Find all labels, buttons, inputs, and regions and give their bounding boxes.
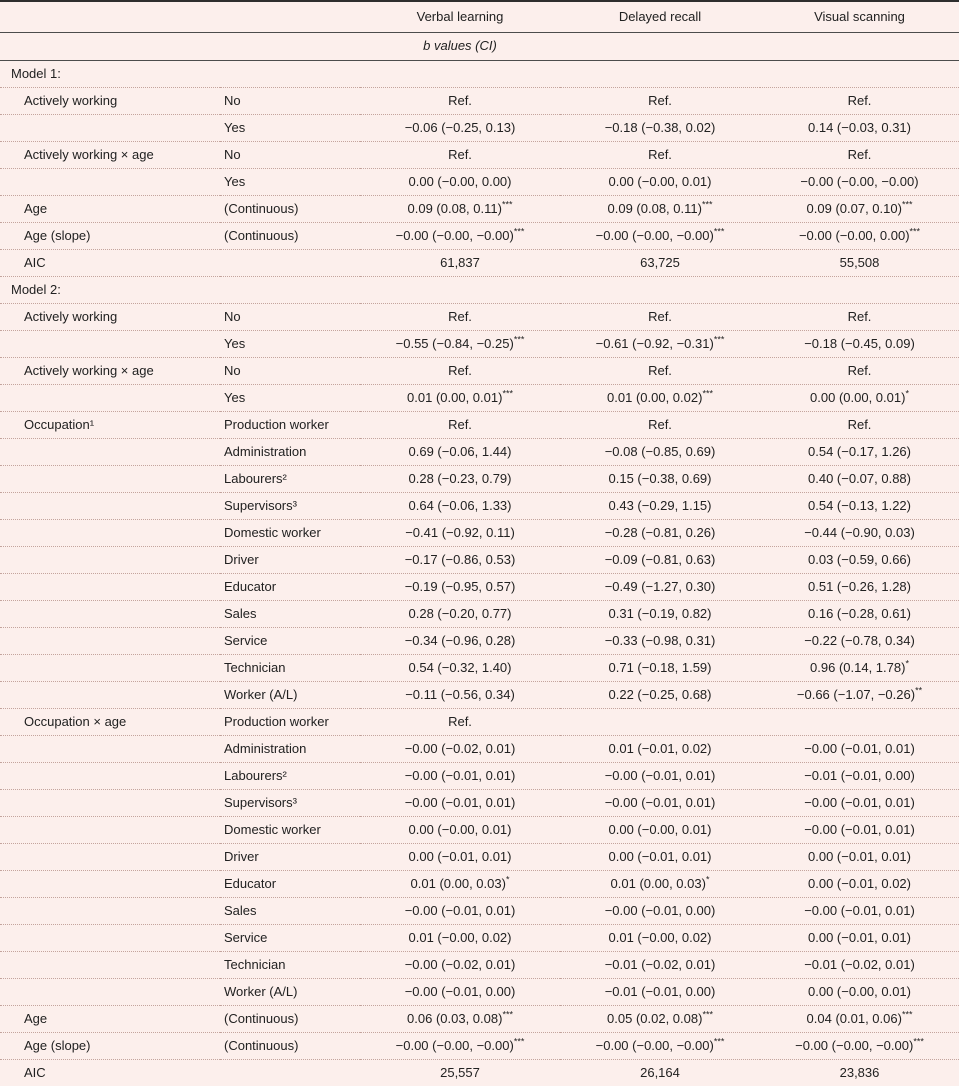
row-category: Driver <box>220 844 360 871</box>
table-row <box>0 304 959 331</box>
table-body <box>0 61 959 1086</box>
value-cell-verbal-learning: −0.00 (−0.01, 0.01) <box>360 790 560 817</box>
value-cell-delayed-recall: 0.05 (0.02, 0.08)*** <box>560 1006 760 1033</box>
table-row <box>0 952 959 979</box>
table-row <box>0 385 959 412</box>
column-header-row <box>0 1 959 33</box>
table-row <box>0 979 959 1006</box>
row-label <box>0 763 220 790</box>
value-cell-visual-scanning: −0.01 (−0.02, 0.01) <box>760 952 959 979</box>
table-row <box>0 817 959 844</box>
row-label <box>0 493 220 520</box>
subheader-spacer-category <box>220 33 360 61</box>
value-cell-visual-scanning: −0.00 (−0.01, 0.01) <box>760 817 959 844</box>
row-label <box>0 331 220 358</box>
value-cell-verbal-learning: Ref. <box>360 709 560 736</box>
row-label: Actively working <box>0 88 220 115</box>
section-label: Model 2: <box>0 277 959 304</box>
value-cell-verbal-learning: 25,557 <box>360 1060 560 1086</box>
significance-stars: *** <box>502 1010 513 1020</box>
value-cell-verbal-learning: 0.69 (−0.06, 1.44) <box>360 439 560 466</box>
value-cell-verbal-learning: −0.34 (−0.96, 0.28) <box>360 628 560 655</box>
row-label <box>0 736 220 763</box>
value-cell-visual-scanning: 0.00 (−0.01, 0.02) <box>760 871 959 898</box>
table-row <box>0 520 959 547</box>
value-cell-delayed-recall: −0.00 (−0.01, 0.01) <box>560 790 760 817</box>
table-row <box>0 682 959 709</box>
value-cell-delayed-recall: −0.01 (−0.01, 0.00) <box>560 979 760 1006</box>
table-row <box>0 466 959 493</box>
value-cell-visual-scanning: −0.00 (−0.00, −0.00)*** <box>760 1033 959 1060</box>
row-category: No <box>220 142 360 169</box>
value-cell-visual-scanning: 55,508 <box>760 250 959 277</box>
value-cell-delayed-recall: 0.01 (0.00, 0.03)* <box>560 871 760 898</box>
row-category: (Continuous) <box>220 1033 360 1060</box>
table-row <box>0 709 959 736</box>
value-cell-verbal-learning: −0.00 (−0.00, −0.00)*** <box>360 1033 560 1060</box>
value-cell-delayed-recall: −0.00 (−0.00, −0.00)*** <box>560 223 760 250</box>
row-category: No <box>220 88 360 115</box>
value-cell-visual-scanning: Ref. <box>760 412 959 439</box>
value-cell-delayed-recall: −0.00 (−0.01, 0.01) <box>560 763 760 790</box>
value-cell-verbal-learning: −0.55 (−0.84, −0.25)*** <box>360 331 560 358</box>
value-cell-visual-scanning: −0.22 (−0.78, 0.34) <box>760 628 959 655</box>
value-cell-verbal-learning: −0.00 (−0.01, 0.00) <box>360 979 560 1006</box>
value-cell-delayed-recall: −0.28 (−0.81, 0.26) <box>560 520 760 547</box>
value-cell-visual-scanning: 0.00 (0.00, 0.01)* <box>760 385 959 412</box>
value-cell-visual-scanning: 0.00 (−0.01, 0.01) <box>760 844 959 871</box>
significance-stars: *** <box>714 227 725 237</box>
subheader-row <box>0 33 959 61</box>
value-cell-delayed-recall: 0.00 (−0.00, 0.01) <box>560 817 760 844</box>
row-label: Actively working × age <box>0 358 220 385</box>
row-category: Service <box>220 628 360 655</box>
table-row <box>0 736 959 763</box>
value-cell-verbal-learning: Ref. <box>360 412 560 439</box>
row-category: Driver <box>220 547 360 574</box>
subheader-spacer-col4 <box>560 33 760 61</box>
table-row <box>0 115 959 142</box>
row-label <box>0 682 220 709</box>
table-row <box>0 142 959 169</box>
value-cell-verbal-learning: −0.11 (−0.56, 0.34) <box>360 682 560 709</box>
value-cell-visual-scanning: 0.00 (−0.01, 0.01) <box>760 925 959 952</box>
significance-stars: *** <box>714 1037 725 1047</box>
row-label <box>0 601 220 628</box>
row-label: Actively working <box>0 304 220 331</box>
value-cell-delayed-recall: 0.31 (−0.19, 0.82) <box>560 601 760 628</box>
significance-stars: *** <box>514 227 525 237</box>
table-row <box>0 601 959 628</box>
table-row <box>0 547 959 574</box>
value-cell-visual-scanning: −0.00 (−0.01, 0.01) <box>760 898 959 925</box>
value-cell-delayed-recall: 26,164 <box>560 1060 760 1086</box>
value-cell-verbal-learning: Ref. <box>360 142 560 169</box>
value-cell-verbal-learning: −0.00 (−0.00, −0.00)*** <box>360 223 560 250</box>
row-label: Occupation × age <box>0 709 220 736</box>
row-category: Yes <box>220 385 360 412</box>
col-header-spacer-category <box>220 1 360 33</box>
table-row <box>0 763 959 790</box>
value-cell-visual-scanning: −0.00 (−0.01, 0.01) <box>760 790 959 817</box>
value-cell-delayed-recall: 0.43 (−0.29, 1.15) <box>560 493 760 520</box>
significance-stars: *** <box>913 1037 924 1047</box>
row-category: Yes <box>220 115 360 142</box>
table-row <box>0 844 959 871</box>
table-row <box>0 331 959 358</box>
significance-stars: *** <box>714 335 725 345</box>
value-cell-visual-scanning: Ref. <box>760 88 959 115</box>
subheader-spacer-col5 <box>760 33 959 61</box>
value-cell-delayed-recall: −0.08 (−0.85, 0.69) <box>560 439 760 466</box>
row-label: Occupation¹ <box>0 412 220 439</box>
subheader-spacer-label <box>0 33 220 61</box>
value-cell-delayed-recall: 0.01 (−0.00, 0.02) <box>560 925 760 952</box>
value-cell-visual-scanning: 0.16 (−0.28, 0.61) <box>760 601 959 628</box>
table-row <box>0 574 959 601</box>
col-header-visual-scanning: Visual scanning <box>760 1 959 33</box>
row-category: Technician <box>220 952 360 979</box>
row-label <box>0 385 220 412</box>
table-row <box>0 898 959 925</box>
significance-stars: *** <box>514 335 525 345</box>
row-category: Production worker <box>220 412 360 439</box>
value-cell-delayed-recall: −0.61 (−0.92, −0.31)*** <box>560 331 760 358</box>
table-row <box>0 493 959 520</box>
significance-stars: *** <box>902 1010 913 1020</box>
row-label: Age (slope) <box>0 223 220 250</box>
row-label: Age <box>0 1006 220 1033</box>
value-cell-verbal-learning: 0.28 (−0.23, 0.79) <box>360 466 560 493</box>
table-row <box>0 790 959 817</box>
significance-stars: * <box>506 875 510 885</box>
row-category: Supervisors³ <box>220 493 360 520</box>
table-row <box>0 628 959 655</box>
row-category: Administration <box>220 736 360 763</box>
value-cell-delayed-recall: Ref. <box>560 142 760 169</box>
value-cell-delayed-recall: Ref. <box>560 304 760 331</box>
table-header <box>0 1 959 61</box>
row-category: Labourers² <box>220 466 360 493</box>
value-cell-verbal-learning: 0.01 (−0.00, 0.02) <box>360 925 560 952</box>
value-cell-visual-scanning: −0.00 (−0.00, −0.00) <box>760 169 959 196</box>
row-label: Actively working × age <box>0 142 220 169</box>
row-label <box>0 115 220 142</box>
value-cell-delayed-recall: 0.22 (−0.25, 0.68) <box>560 682 760 709</box>
row-category: Worker (A/L) <box>220 979 360 1006</box>
table-row <box>0 196 959 223</box>
value-cell-visual-scanning: Ref. <box>760 358 959 385</box>
row-category: Production worker <box>220 709 360 736</box>
row-category: Sales <box>220 898 360 925</box>
col-header-spacer-label <box>0 1 220 33</box>
table-row <box>0 655 959 682</box>
significance-stars: *** <box>502 389 513 399</box>
value-cell-delayed-recall: −0.00 (−0.01, 0.00) <box>560 898 760 925</box>
table-row <box>0 1033 959 1060</box>
significance-stars: *** <box>702 200 713 210</box>
significance-stars: *** <box>910 227 921 237</box>
value-cell-delayed-recall: −0.01 (−0.02, 0.01) <box>560 952 760 979</box>
row-category <box>220 1060 360 1086</box>
table-row <box>0 439 959 466</box>
table-row <box>0 412 959 439</box>
value-cell-verbal-learning: 0.00 (−0.00, 0.01) <box>360 817 560 844</box>
value-cell-delayed-recall: −0.49 (−1.27, 0.30) <box>560 574 760 601</box>
row-label <box>0 898 220 925</box>
row-category <box>220 250 360 277</box>
row-category: (Continuous) <box>220 223 360 250</box>
table-row <box>0 1060 959 1086</box>
row-label <box>0 520 220 547</box>
value-cell-verbal-learning: −0.00 (−0.01, 0.01) <box>360 763 560 790</box>
value-cell-delayed-recall: 0.15 (−0.38, 0.69) <box>560 466 760 493</box>
table-row <box>0 925 959 952</box>
value-cell-delayed-recall: Ref. <box>560 358 760 385</box>
row-label <box>0 439 220 466</box>
value-cell-visual-scanning: 0.96 (0.14, 1.78)* <box>760 655 959 682</box>
value-cell-visual-scanning: −0.44 (−0.90, 0.03) <box>760 520 959 547</box>
value-cell-verbal-learning: 0.64 (−0.06, 1.33) <box>360 493 560 520</box>
row-category: Educator <box>220 871 360 898</box>
value-cell-visual-scanning <box>760 709 959 736</box>
significance-stars: *** <box>514 1037 525 1047</box>
value-cell-verbal-learning: −0.41 (−0.92, 0.11) <box>360 520 560 547</box>
row-label: Age <box>0 196 220 223</box>
row-category: Sales <box>220 601 360 628</box>
table-row <box>0 871 959 898</box>
value-cell-verbal-learning: Ref. <box>360 304 560 331</box>
table-row <box>0 223 959 250</box>
row-label <box>0 169 220 196</box>
row-label <box>0 655 220 682</box>
row-category: Administration <box>220 439 360 466</box>
row-category: Supervisors³ <box>220 790 360 817</box>
row-label <box>0 547 220 574</box>
row-label <box>0 925 220 952</box>
row-label <box>0 871 220 898</box>
row-category: Domestic worker <box>220 817 360 844</box>
value-cell-visual-scanning: 0.40 (−0.07, 0.88) <box>760 466 959 493</box>
row-label: AIC <box>0 250 220 277</box>
value-cell-visual-scanning: 0.14 (−0.03, 0.31) <box>760 115 959 142</box>
value-cell-delayed-recall: 0.00 (−0.00, 0.01) <box>560 169 760 196</box>
value-cell-verbal-learning: 0.28 (−0.20, 0.77) <box>360 601 560 628</box>
row-label <box>0 844 220 871</box>
section-label: Model 1: <box>0 61 959 88</box>
value-cell-visual-scanning: 0.54 (−0.17, 1.26) <box>760 439 959 466</box>
row-category: No <box>220 358 360 385</box>
value-cell-visual-scanning: 0.51 (−0.26, 1.28) <box>760 574 959 601</box>
row-label <box>0 574 220 601</box>
table-row <box>0 250 959 277</box>
value-cell-visual-scanning: 0.54 (−0.13, 1.22) <box>760 493 959 520</box>
col-header-verbal-learning: Verbal learning <box>360 1 560 33</box>
value-cell-visual-scanning: −0.01 (−0.01, 0.00) <box>760 763 959 790</box>
significance-stars: ** <box>915 686 922 696</box>
value-cell-verbal-learning: −0.19 (−0.95, 0.57) <box>360 574 560 601</box>
row-category: (Continuous) <box>220 196 360 223</box>
value-cell-delayed-recall: −0.09 (−0.81, 0.63) <box>560 547 760 574</box>
row-category: Domestic worker <box>220 520 360 547</box>
value-cell-verbal-learning: 0.09 (0.08, 0.11)*** <box>360 196 560 223</box>
row-label: Age (slope) <box>0 1033 220 1060</box>
value-cell-visual-scanning: Ref. <box>760 304 959 331</box>
significance-stars: *** <box>902 200 913 210</box>
value-cell-visual-scanning: 0.03 (−0.59, 0.66) <box>760 547 959 574</box>
significance-stars: *** <box>702 1010 713 1020</box>
value-cell-delayed-recall: 63,725 <box>560 250 760 277</box>
value-cell-verbal-learning: 0.00 (−0.01, 0.01) <box>360 844 560 871</box>
value-cell-visual-scanning: −0.00 (−0.01, 0.01) <box>760 736 959 763</box>
value-cell-verbal-learning: 0.00 (−0.00, 0.00) <box>360 169 560 196</box>
value-cell-verbal-learning: 0.54 (−0.32, 1.40) <box>360 655 560 682</box>
row-category: Yes <box>220 331 360 358</box>
table-row <box>0 1006 959 1033</box>
value-cell-verbal-learning: 0.06 (0.03, 0.08)*** <box>360 1006 560 1033</box>
row-category: Technician <box>220 655 360 682</box>
row-category: Worker (A/L) <box>220 682 360 709</box>
significance-stars: * <box>905 389 909 399</box>
value-cell-visual-scanning: 23,836 <box>760 1060 959 1086</box>
section-row <box>0 277 959 304</box>
row-category: Yes <box>220 169 360 196</box>
value-cell-delayed-recall: Ref. <box>560 412 760 439</box>
table-row <box>0 169 959 196</box>
value-cell-visual-scanning: 0.09 (0.07, 0.10)*** <box>760 196 959 223</box>
value-cell-verbal-learning: −0.00 (−0.02, 0.01) <box>360 952 560 979</box>
row-label <box>0 628 220 655</box>
significance-stars: * <box>905 659 909 669</box>
value-cell-verbal-learning: 61,837 <box>360 250 560 277</box>
row-label <box>0 952 220 979</box>
section-row <box>0 61 959 88</box>
value-cell-visual-scanning: 0.04 (0.01, 0.06)*** <box>760 1006 959 1033</box>
row-label <box>0 979 220 1006</box>
significance-stars: *** <box>702 389 713 399</box>
value-cell-visual-scanning: Ref. <box>760 142 959 169</box>
significance-stars: *** <box>502 200 513 210</box>
value-cell-delayed-recall: −0.18 (−0.38, 0.02) <box>560 115 760 142</box>
subheader-b-values-ci: b values (CI) <box>360 33 560 61</box>
value-cell-verbal-learning: 0.01 (0.00, 0.01)*** <box>360 385 560 412</box>
value-cell-visual-scanning: −0.18 (−0.45, 0.09) <box>760 331 959 358</box>
value-cell-verbal-learning: 0.01 (0.00, 0.03)* <box>360 871 560 898</box>
value-cell-visual-scanning: −0.00 (−0.00, 0.00)*** <box>760 223 959 250</box>
row-category: Educator <box>220 574 360 601</box>
row-category: No <box>220 304 360 331</box>
value-cell-visual-scanning: −0.66 (−1.07, −0.26)** <box>760 682 959 709</box>
value-cell-delayed-recall: 0.09 (0.08, 0.11)*** <box>560 196 760 223</box>
row-category: Labourers² <box>220 763 360 790</box>
value-cell-delayed-recall: −0.33 (−0.98, 0.31) <box>560 628 760 655</box>
value-cell-delayed-recall: 0.01 (−0.01, 0.02) <box>560 736 760 763</box>
value-cell-delayed-recall: Ref. <box>560 88 760 115</box>
row-label <box>0 790 220 817</box>
value-cell-delayed-recall: −0.00 (−0.00, −0.00)*** <box>560 1033 760 1060</box>
col-header-delayed-recall: Delayed recall <box>560 1 760 33</box>
table-row <box>0 358 959 385</box>
value-cell-delayed-recall <box>560 709 760 736</box>
value-cell-verbal-learning: Ref. <box>360 358 560 385</box>
significance-stars: * <box>706 875 710 885</box>
row-label <box>0 817 220 844</box>
value-cell-delayed-recall: 0.01 (0.00, 0.02)*** <box>560 385 760 412</box>
value-cell-verbal-learning: −0.06 (−0.25, 0.13) <box>360 115 560 142</box>
value-cell-verbal-learning: −0.00 (−0.02, 0.01) <box>360 736 560 763</box>
row-category: Service <box>220 925 360 952</box>
row-label <box>0 466 220 493</box>
value-cell-verbal-learning: −0.17 (−0.86, 0.53) <box>360 547 560 574</box>
row-label: AIC <box>0 1060 220 1086</box>
value-cell-visual-scanning: 0.00 (−0.00, 0.01) <box>760 979 959 1006</box>
row-category: (Continuous) <box>220 1006 360 1033</box>
value-cell-delayed-recall: 0.71 (−0.18, 1.59) <box>560 655 760 682</box>
value-cell-verbal-learning: Ref. <box>360 88 560 115</box>
table-row <box>0 88 959 115</box>
value-cell-verbal-learning: −0.00 (−0.01, 0.01) <box>360 898 560 925</box>
value-cell-delayed-recall: 0.00 (−0.01, 0.01) <box>560 844 760 871</box>
